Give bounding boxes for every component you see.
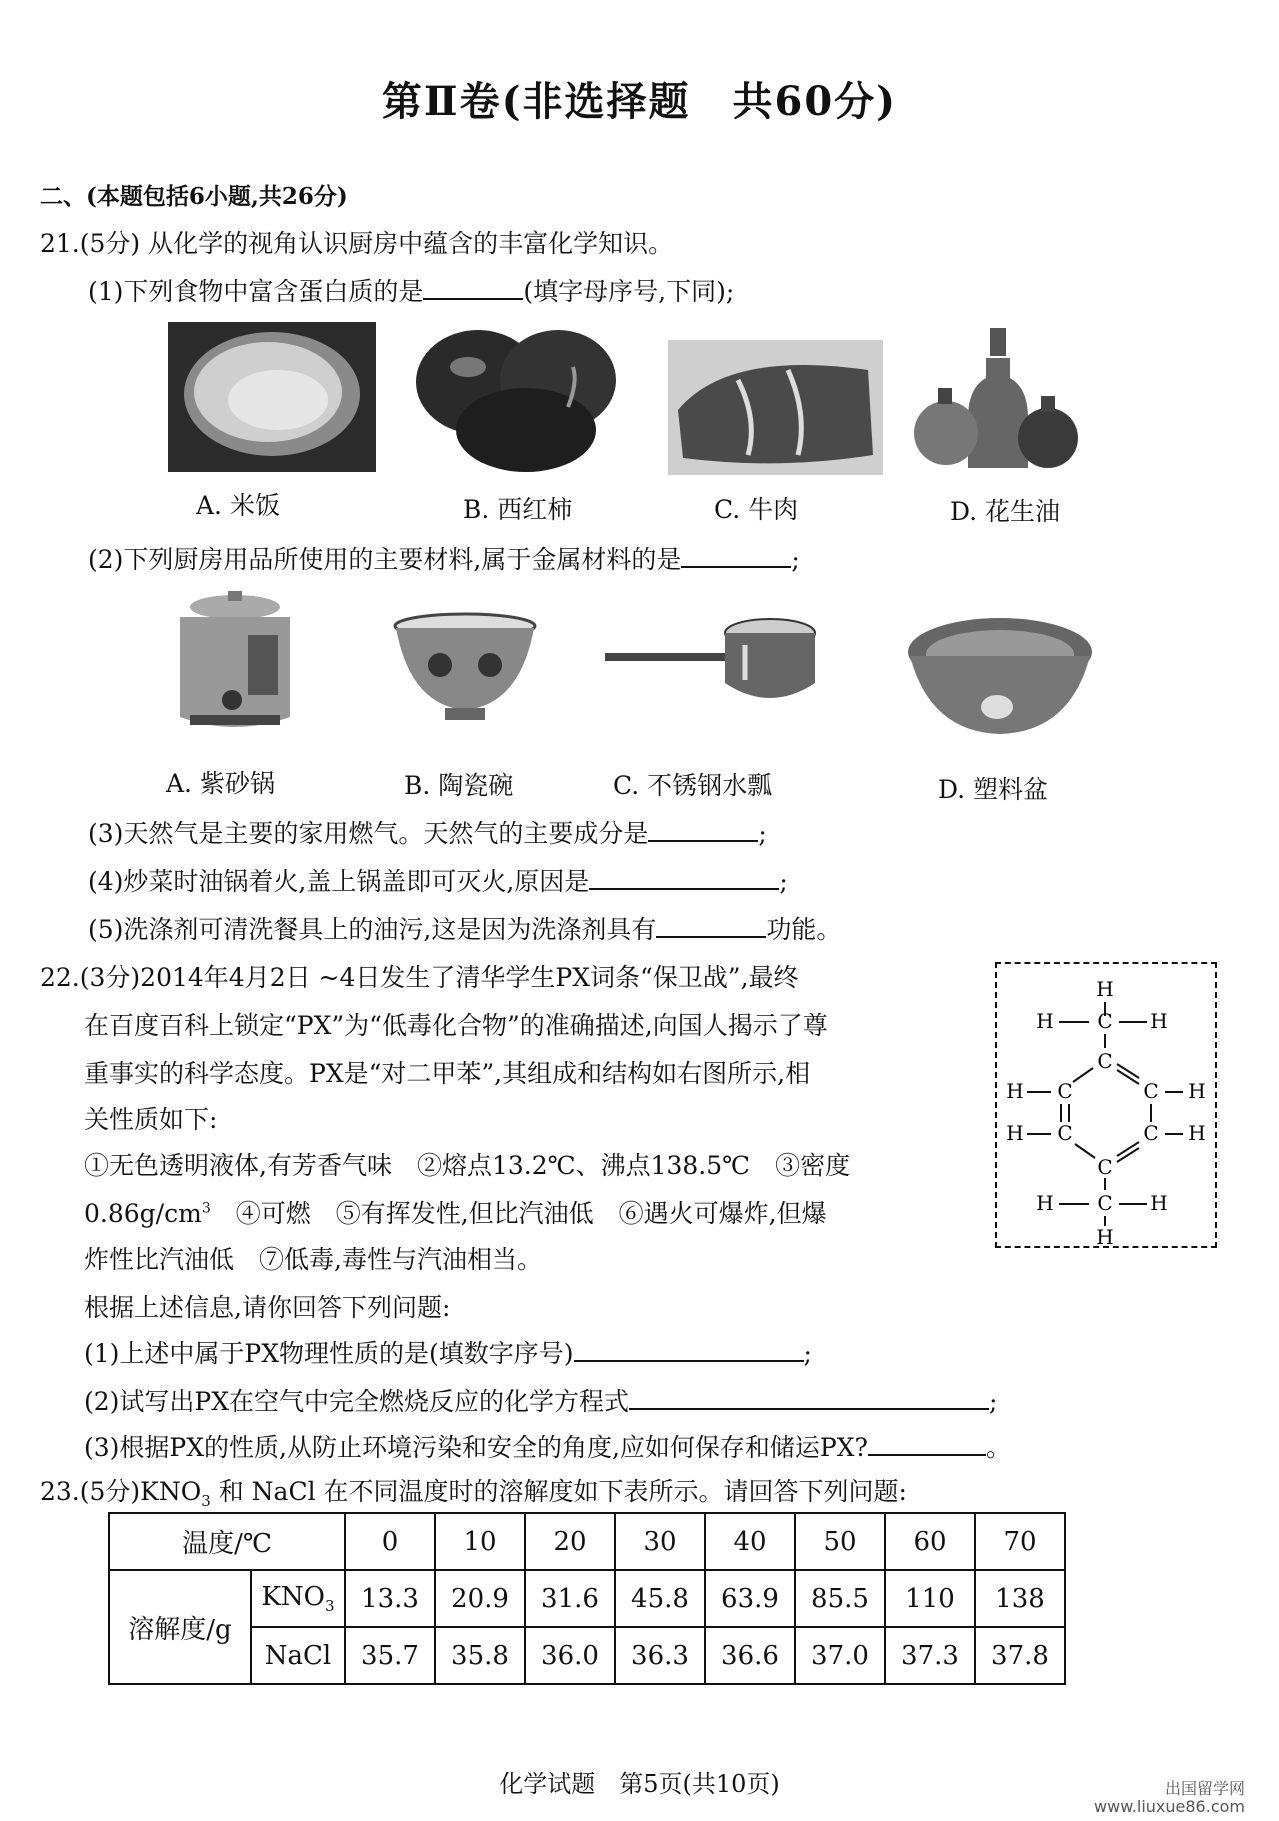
q23-stem-b: 和 NaCl 在不同温度时的溶解度如下表所示。请回答下列问题: [210,1477,907,1506]
answer-blank[interactable] [589,866,779,890]
section-heading: 二、(本题包括6小题,共26分) [40,183,348,210]
q21-part3-text: (3)天然气是主要的家用燃气。天然气的主要成分是 [88,819,649,848]
material-option-d: D. 塑料盆 [938,775,1049,804]
table-cell: 35.7 [345,1627,435,1684]
q21-part3-tail: ; [758,819,767,848]
food-option-c: C. 牛肉 [714,495,799,524]
atom-h: H [1188,1079,1206,1103]
px-structure-diagram [997,964,1215,1246]
ceramic-bowl-image [390,610,540,730]
atom-c: C [1097,1049,1113,1073]
kno3-label-sub: 3 [324,1597,335,1616]
q21-part1 [88,272,734,308]
q22-sub2-tail: ; [989,1387,998,1416]
q21-part4-text: (4)炒菜时油锅着火,盖上锅盖即可灭火,原因是 [88,867,590,896]
bond [1073,1068,1093,1082]
table-cell: 35.8 [435,1627,525,1684]
nacl-label: NaCl [251,1627,345,1684]
kno3-label [251,1570,345,1627]
q21-part3 [88,814,767,850]
table-cell: 36.6 [705,1627,795,1684]
food-option-b: B. 西红柿 [463,495,573,524]
table-cell: 45.8 [615,1570,705,1627]
watermark-line1: 出国留学网 [1164,1779,1245,1798]
solubility-table [108,1512,1066,1685]
atom-c: C [1143,1079,1159,1103]
answer-blank[interactable] [681,544,791,568]
atom-h: H [1036,1009,1054,1033]
q22-line4: 关性质如下: [84,1105,218,1134]
atom-c: C [1057,1079,1073,1103]
q22-sub1-text: (1)上述中属于PX物理性质的是(填数字序号) [84,1339,574,1368]
watermark [1094,1780,1245,1816]
tomato-image [408,322,618,472]
atom-c: C [1057,1121,1073,1145]
q22-line1: 22.(3分)2014年4月2日 ~4日发生了清华学生PX词条“保卫战”,最终 [40,963,799,992]
table-row [109,1570,1065,1627]
q22-sub2-text: (2)试写出PX在空气中完全燃烧反应的化学方程式 [84,1387,630,1416]
clay-pot-image [160,585,310,740]
table-cell: 37.8 [975,1627,1065,1684]
table-cell: 20 [525,1513,615,1570]
table-cell: 63.9 [705,1570,795,1627]
q21-part2 [88,540,800,576]
q22-line6 [84,1194,827,1230]
q22-line2: 在百度百科上锁定“PX”为“低毒化合物”的准确描述,向国人揭示了尊 [84,1011,828,1040]
q21-part4 [88,862,788,898]
atom-c: C [1143,1121,1159,1145]
table-cell: 138 [975,1570,1065,1627]
q22-line8: 根据上述信息,请你回答下列问题: [84,1293,451,1322]
table-cell: 40 [705,1513,795,1570]
table-cell: 36.3 [615,1627,705,1684]
page-title: 第Ⅱ卷(非选择题 共60分) [381,78,898,125]
table-cell: 60 [885,1513,975,1570]
table-cell: 30 [615,1513,705,1570]
atom-h: H [1036,1191,1054,1215]
page-footer: 化学试题 第5页(共10页) [499,1770,780,1798]
material-option-b: B. 陶瓷碗 [404,771,514,800]
table-cell: 37.3 [885,1627,975,1684]
q22-line3: 重事实的科学态度。PX是“对二甲苯”,其组成和结构如右图所示,相 [84,1059,811,1088]
plastic-basin-image [905,612,1095,742]
q21-part5-text: (5)洗涤剂可清洗餐具上的油污,这是因为洗涤剂具有 [88,915,657,944]
atom-c: C [1097,1155,1113,1179]
table-row [109,1513,1065,1570]
table-cell: 31.6 [525,1570,615,1627]
q21-part2-text: (2)下列厨房用品所使用的主要材料,属于金属材料的是 [88,545,682,574]
answer-blank[interactable] [868,1432,986,1456]
table-cell: 110 [885,1570,975,1627]
q21-part5-tail: 功能。 [766,915,842,944]
q21-part4-tail: ; [779,867,788,896]
rice-image [168,322,376,472]
q22-sub3-tail: 。 [985,1433,1011,1462]
material-option-a: A. 紫砂锅 [166,769,275,798]
px-structure-box [995,962,1217,1248]
atom-h: H [1096,977,1114,1001]
table-cell: 20.9 [435,1570,525,1627]
q22-sub1 [84,1334,812,1370]
q21-part2-tail: ; [791,545,800,574]
q22-line5: ①无色透明液体,有芳香气味 ②熔点13.2℃、沸点138.5℃ ③密度 [84,1151,851,1180]
q22-sub2 [84,1382,997,1418]
atom-h: H [1006,1121,1024,1145]
q22-line7: 炸性比汽油低 ⑦低毒,毒性与汽油相当。 [84,1245,542,1274]
atom-h: H [1006,1079,1024,1103]
temp-header: 温度/℃ [109,1513,345,1570]
density-exponent: 3 [201,1200,211,1217]
watermark-line2: www.liuxue86.com [1094,1797,1245,1816]
solubility-label: 溶解度/g [109,1570,251,1684]
material-option-c: C. 不锈钢水瓢 [613,771,773,800]
answer-blank[interactable] [648,818,758,842]
table-cell: 70 [975,1513,1065,1570]
q22-sub1-tail: ; [803,1339,812,1368]
table-row [109,1627,1065,1684]
q21-part1-tail: (填字母序号,下同); [523,277,735,306]
table-cell: 36.0 [525,1627,615,1684]
q21-part1-text: (1)下列食物中富含蛋白质的是 [88,277,424,306]
q21-part5 [88,910,841,946]
atom-h: H [1150,1191,1168,1215]
table-cell: 0 [345,1513,435,1570]
atom-c: C [1097,1009,1113,1033]
steel-ladle-image [605,605,820,715]
kno3-label-text: KNO [261,1581,325,1612]
answer-blank[interactable] [629,1386,989,1410]
atom-h: H [1188,1121,1206,1145]
atom-h: H [1096,1225,1114,1246]
answer-blank[interactable] [574,1338,804,1362]
food-option-d: D. 花生油 [950,497,1061,526]
answer-blank[interactable] [423,276,523,300]
q23-stem-a: 23.(5分)KNO [40,1477,202,1506]
table-cell: 13.3 [345,1570,435,1627]
atom-h: H [1150,1009,1168,1033]
q22-sub3-text: (3)根据PX的性质,从防止环境污染和安全的角度,应如何保存和储运PX? [84,1433,868,1462]
atom-c: C [1097,1191,1113,1215]
q23-stem [40,1472,907,1510]
q23-stem-sub: 3 [201,1492,211,1510]
answer-blank[interactable] [656,914,766,938]
table-cell: 50 [795,1513,885,1570]
q21-stem: 21.(5分) 从化学的视角认识厨房中蕴含的丰富化学知识。 [40,229,674,258]
beef-image [668,340,883,475]
density-text: 0.86g/cm [84,1199,202,1228]
table-cell: 85.5 [795,1570,885,1627]
table-cell: 37.0 [795,1627,885,1684]
food-option-a: A. 米饭 [196,491,280,520]
q22-sub3 [84,1428,1011,1464]
bond [1075,1144,1095,1158]
q22-line6-rest: ④可燃 ⑤有挥发性,但比汽油低 ⑥遇火可爆炸,但爆 [210,1199,827,1228]
table-cell: 10 [435,1513,525,1570]
peanut-oil-image [908,318,1088,478]
